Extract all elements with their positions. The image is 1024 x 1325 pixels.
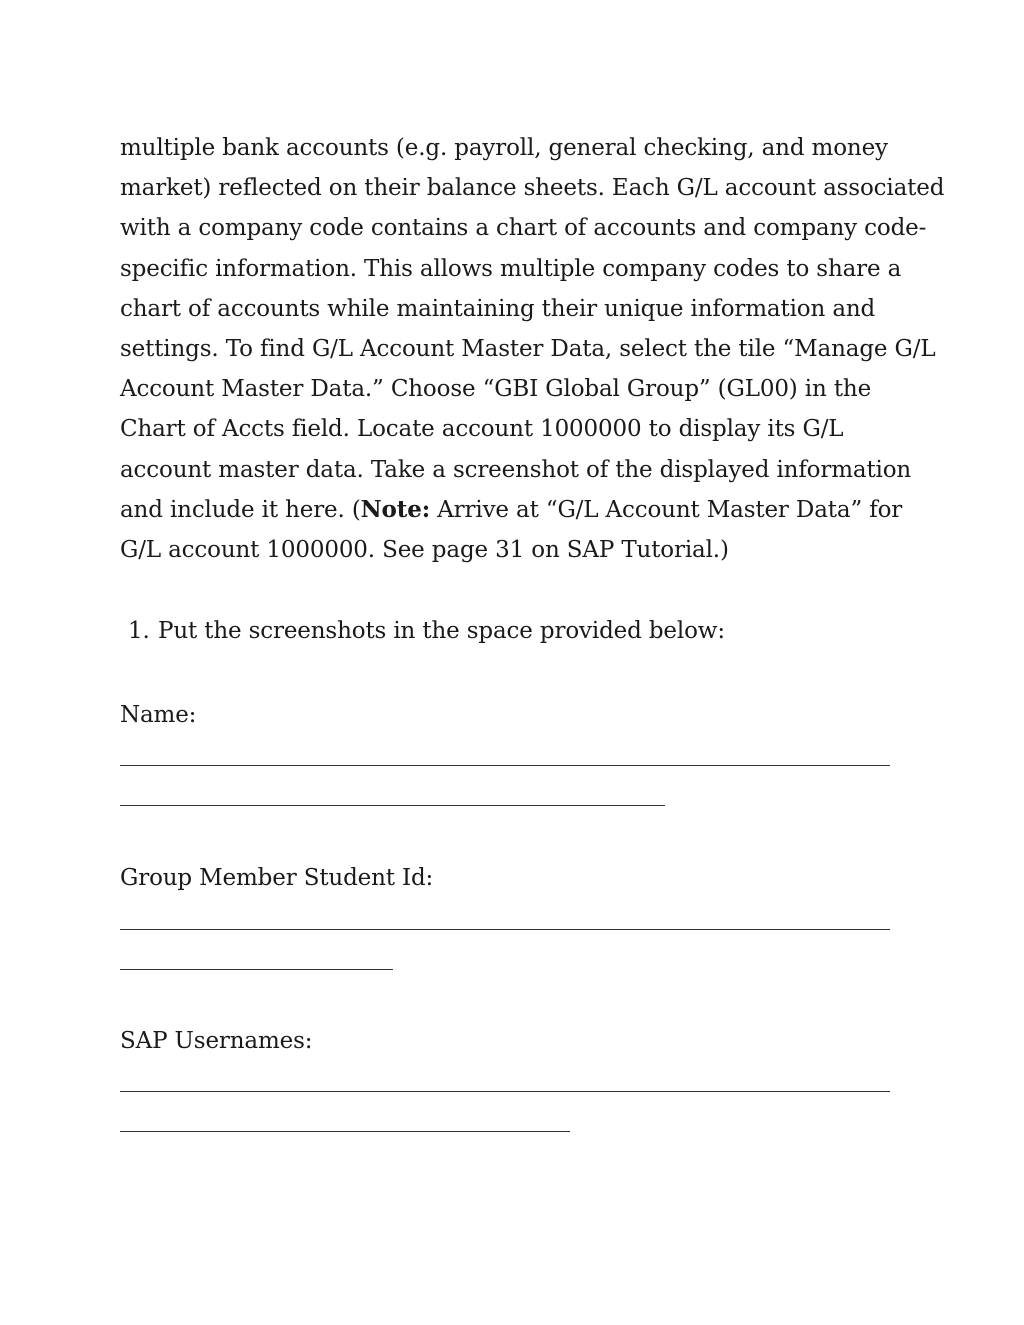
- student-id-blank-line-1[interactable]: [120, 929, 890, 930]
- paragraph-line: with a company code contains a chart of accounts and company code-: [120, 215, 927, 242]
- list-text: Put the screenshots in the space provided below:: [158, 618, 725, 644]
- paragraph-line: multiple bank accounts (e.g. payroll, general checking, and money: [120, 135, 888, 161]
- paragraph-line: account master data. Take a screenshot of the displayed information: [120, 456, 912, 483]
- name-blank-line-1[interactable]: [120, 765, 890, 766]
- instruction-paragraph: [120, 128, 945, 570]
- paragraph-line: G/L account 1000000. See page 31 on SAP Tutorial.): [120, 537, 729, 564]
- name-blank-line-2[interactable]: [120, 805, 665, 806]
- paragraph-line: Chart of Accts field. Locate account 1000000 to display its G/L: [120, 416, 844, 443]
- paragraph-line: specific information. This allows multiple company codes to share a: [120, 255, 902, 282]
- name-label: Name:: [120, 702, 197, 728]
- sap-usernames-label: SAP Usernames:: [120, 1028, 313, 1054]
- sap-usernames-blank-line-1[interactable]: [120, 1091, 890, 1092]
- paragraph-line: Account Master Data.” Choose “GBI Global Group” (GL00) in the: [120, 376, 872, 403]
- numbered-list-item: [128, 613, 725, 649]
- note-text: Arrive at “G/L Account Master Data” for: [430, 496, 903, 523]
- list-number: 1.: [128, 618, 150, 644]
- paragraph-line: market) reflected on their balance sheets. Each G/L account associated: [120, 175, 945, 202]
- paragraph-line-note: [120, 490, 910, 530]
- paragraph-line: chart of accounts while maintaining their unique information and: [120, 295, 876, 322]
- paragraph-line: settings. To find G/L Account Master Data, select the tile “Manage G/L: [120, 336, 936, 363]
- note-prefix: and include it here. (: [120, 496, 361, 523]
- group-member-student-id-label: Group Member Student Id:: [120, 865, 434, 891]
- student-id-blank-line-2[interactable]: [120, 969, 393, 970]
- sap-usernames-blank-line-2[interactable]: [120, 1131, 570, 1132]
- note-label: Note:: [360, 495, 431, 523]
